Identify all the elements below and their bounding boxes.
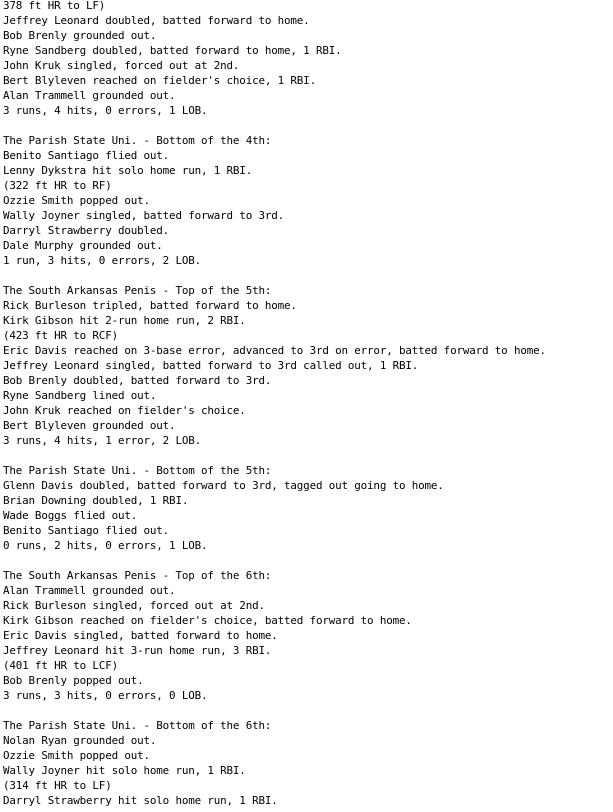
blank-line: [3, 268, 611, 283]
log-line: Kirk Gibson reached on fielder's choice, batted forward to home.: [3, 614, 412, 627]
log-line: The South Arkansas Penis - Top of the 6th:: [3, 569, 272, 582]
log-line: Jeffrey Leonard hit 3-run home run, 3 RBI.: [3, 644, 272, 657]
log-line: Rick Burleson tripled, batted forward to home.: [3, 299, 297, 312]
log-line: 1 run, 3 hits, 0 errors, 2 LOB.: [3, 254, 201, 267]
log-line: Jeffrey Leonard doubled, batted forward to home.: [3, 14, 310, 27]
log-line: Eric Davis reached on 3-base error, advanced to 3rd on error, batted forward to home.: [3, 344, 546, 357]
blank-line: [3, 553, 611, 568]
log-line: Ryne Sandberg lined out.: [3, 389, 157, 402]
log-line: The Parish State Uni. - Bottom of the 6th:: [3, 719, 272, 732]
log-line: Nolan Ryan grounded out.: [3, 734, 157, 747]
log-line: 378 ft HR to LF): [3, 0, 106, 12]
log-line: Bob Brenly popped out.: [3, 674, 144, 687]
log-line: The Parish State Uni. - Bottom of the 4th:: [3, 134, 272, 147]
log-line: Ozzie Smith popped out.: [3, 749, 150, 762]
log-line: 3 runs, 4 hits, 0 errors, 1 LOB.: [3, 104, 208, 117]
log-line: (423 ft HR to RCF): [3, 329, 118, 342]
log-line: Jeffrey Leonard singled, batted forward to 3rd called out, 1 RBI.: [3, 359, 419, 372]
log-line: Bob Brenly grounded out.: [3, 29, 157, 42]
log-line: Wade Boggs flied out.: [3, 509, 138, 522]
log-line: Darryl Strawberry hit solo home run, 1 RBI.: [3, 794, 278, 807]
log-line: Benito Santiago flied out.: [3, 524, 170, 537]
log-line: Bert Blyleven reached on fielder's choice, 1 RBI.: [3, 74, 316, 87]
blank-line: [3, 703, 611, 718]
log-line: The South Arkansas Penis - Top of the 5th:: [3, 284, 272, 297]
log-line: 0 runs, 2 hits, 0 errors, 1 LOB.: [3, 539, 208, 552]
log-line: John Kruk singled, forced out at 2nd.: [3, 59, 240, 72]
log-line: The Parish State Uni. - Bottom of the 5th:: [3, 464, 272, 477]
log-line: Eric Davis singled, batted forward to home.: [3, 629, 278, 642]
log-line: Alan Trammell grounded out.: [3, 89, 176, 102]
log-line: Glenn Davis doubled, batted forward to 3rd, tagged out going to home.: [3, 479, 444, 492]
log-line: Kirk Gibson hit 2-run home run, 2 RBI.: [3, 314, 246, 327]
log-line: Alan Trammell grounded out.: [3, 584, 176, 597]
log-line: John Kruk reached on fielder's choice.: [3, 404, 246, 417]
blank-line: [3, 448, 611, 463]
log-line: 3 runs, 4 hits, 1 error, 2 LOB.: [3, 434, 201, 447]
log-line: Rick Burleson singled, forced out at 2nd.: [3, 599, 265, 612]
log-line: (401 ft HR to LCF): [3, 659, 118, 672]
log-line: (314 ft HR to LF): [3, 779, 112, 792]
log-line: Ryne Sandberg doubled, batted forward to home, 1 RBI.: [3, 44, 342, 57]
log-line: 3 runs, 3 hits, 0 errors, 0 LOB.: [3, 689, 208, 702]
play-by-play-log: [3, 0, 611, 808]
log-line: Bob Brenly doubled, batted forward to 3rd.: [3, 374, 272, 387]
log-line: Benito Santiago flied out.: [3, 149, 170, 162]
log-line: Wally Joyner singled, batted forward to 3rd.: [3, 209, 285, 222]
blank-line: [3, 118, 611, 133]
log-line: Dale Murphy grounded out.: [3, 239, 163, 252]
log-line: Lenny Dykstra hit solo home run, 1 RBI.: [3, 164, 253, 177]
log-line: Ozzie Smith popped out.: [3, 194, 150, 207]
log-line: Brian Downing doubled, 1 RBI.: [3, 494, 189, 507]
log-line: Darryl Strawberry doubled.: [3, 224, 170, 237]
log-line: Wally Joyner hit solo home run, 1 RBI.: [3, 764, 246, 777]
log-line: Bert Blyleven grounded out.: [3, 419, 176, 432]
log-line: (322 ft HR to RF): [3, 179, 112, 192]
